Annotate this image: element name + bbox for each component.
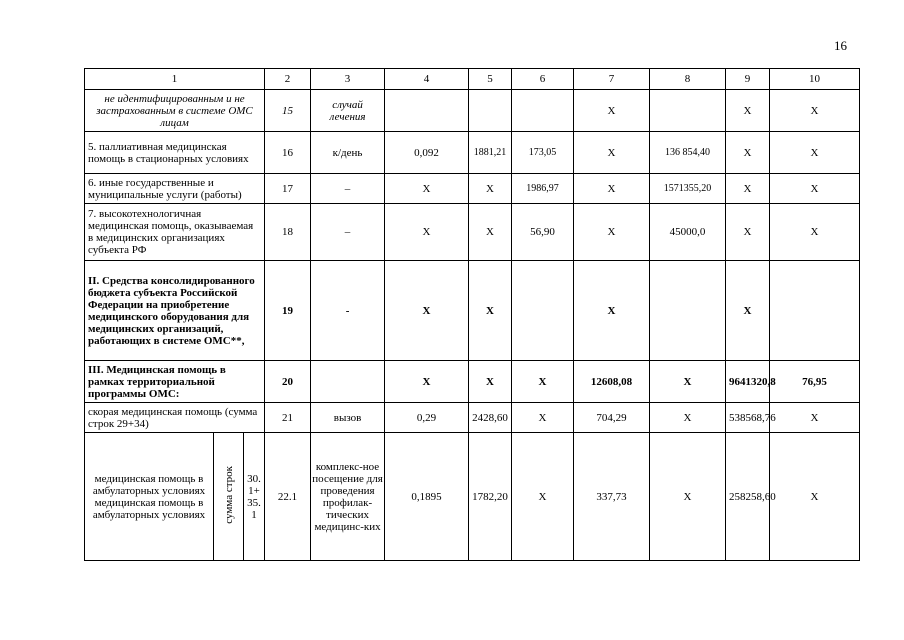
- header-cell: 1: [85, 69, 265, 90]
- cell-col8: [650, 261, 726, 361]
- cell-col9: X: [726, 174, 770, 204]
- cell-col4: X: [385, 261, 469, 361]
- row-number: 19: [265, 261, 311, 361]
- row-number: 22.1: [265, 433, 311, 561]
- header-cell: 3: [311, 69, 385, 90]
- cell-col5: X: [469, 204, 512, 261]
- cell-col9: X: [726, 132, 770, 174]
- cell-col6: X: [512, 403, 574, 433]
- cell-col5: 1881,21: [469, 132, 512, 174]
- cell-col6: X: [512, 361, 574, 403]
- row-reference: 30. 1+ 35. 1: [244, 433, 265, 561]
- header-cell: 10: [770, 69, 860, 90]
- cell-col7: X: [574, 132, 650, 174]
- row-name: III. Медицинская помощь в рамках территориальной программы ОМС:: [85, 361, 265, 403]
- header-cell: 2: [265, 69, 311, 90]
- cell-col4: [385, 90, 469, 132]
- cell-col10: X: [770, 132, 860, 174]
- cell-col10: X: [770, 403, 860, 433]
- row-name: II. Средства консолидированного бюджета субъекта Российской Федерации на приобретение медицинского оборудования для медицинских организаций, работающих в системе ОМС**,: [85, 261, 265, 361]
- table-row: [85, 204, 860, 261]
- row-number: 18: [265, 204, 311, 261]
- cell-col9: 9641320,8: [726, 361, 770, 403]
- cell-col8: 1571355,20: [650, 174, 726, 204]
- cell-col4: X: [385, 204, 469, 261]
- row-unit: к/день: [311, 132, 385, 174]
- row-unit: [311, 361, 385, 403]
- row-number: 15: [265, 90, 311, 132]
- table-row: [85, 132, 860, 174]
- cell-col8: X: [650, 433, 726, 561]
- page-number: 16: [834, 38, 847, 53]
- cell-col4: X: [385, 174, 469, 204]
- cell-col5: X: [469, 261, 512, 361]
- cell-col10: X: [770, 174, 860, 204]
- row-unit: вызов: [311, 403, 385, 433]
- cell-col5: 2428,60: [469, 403, 512, 433]
- row-unit: случай лечения: [311, 90, 385, 132]
- cell-col8: 136 854,40: [650, 132, 726, 174]
- cell-col5: [469, 90, 512, 132]
- table-row: [85, 174, 860, 204]
- row-unit: –: [311, 204, 385, 261]
- cell-col10: X: [770, 90, 860, 132]
- header-cell: 8: [650, 69, 726, 90]
- table-row: [85, 90, 860, 132]
- cell-col10: 76,95: [770, 361, 860, 403]
- row-unit: комплекс-ное посещение для проведения профилак-тических медицинс-ких: [311, 433, 385, 561]
- row-unit: -: [311, 261, 385, 361]
- row-name: медицинская помощь в амбулаторных условиях медицинская помощь в амбулаторных условиях: [85, 433, 214, 561]
- cell-col4: 0,29: [385, 403, 469, 433]
- cell-col8: 45000,0: [650, 204, 726, 261]
- table-row: [85, 361, 860, 403]
- cell-col6: 1986,97: [512, 174, 574, 204]
- cell-col8: X: [650, 403, 726, 433]
- cell-col6: 56,90: [512, 204, 574, 261]
- cell-col7: X: [574, 261, 650, 361]
- cell-col7: 704,29: [574, 403, 650, 433]
- row-name: 7. высокотехнологичная медицинская помощь, оказываемая в медицинских организациях субъекта РФ: [85, 204, 265, 261]
- cell-col6: 173,05: [512, 132, 574, 174]
- row-unit: –: [311, 174, 385, 204]
- row-name: 6. иные государственные и муниципальные услуги (работы): [85, 174, 265, 204]
- cell-col7: X: [574, 174, 650, 204]
- cell-col7: X: [574, 204, 650, 261]
- cell-col8: [650, 90, 726, 132]
- cell-col5: X: [469, 361, 512, 403]
- cell-col10: X: [770, 204, 860, 261]
- cell-col7: 12608,08: [574, 361, 650, 403]
- cell-col7: X: [574, 90, 650, 132]
- header-row: [85, 69, 860, 90]
- cell-col6: [512, 90, 574, 132]
- cell-col4: 0,092: [385, 132, 469, 174]
- cell-col4: X: [385, 361, 469, 403]
- cell-col9: X: [726, 204, 770, 261]
- cell-col9: 538568,76: [726, 403, 770, 433]
- cell-col9: X: [726, 90, 770, 132]
- header-cell: 4: [385, 69, 469, 90]
- program-table: [84, 68, 860, 561]
- row-name: 5. паллиативная медицинская помощь в стационарных условиях: [85, 132, 265, 174]
- cell-col7: 337,73: [574, 433, 650, 561]
- cell-col5: X: [469, 174, 512, 204]
- header-cell: 6: [512, 69, 574, 90]
- row-name: не идентифицированным и не застрахованным в системе ОМС лицам: [85, 90, 265, 132]
- row-number: 21: [265, 403, 311, 433]
- header-cell: 5: [469, 69, 512, 90]
- cell-col9: X: [726, 261, 770, 361]
- row-number: 17: [265, 174, 311, 204]
- cell-col9: 258258,60: [726, 433, 770, 561]
- header-cell: 9: [726, 69, 770, 90]
- cell-col8: X: [650, 361, 726, 403]
- table-row: [85, 403, 860, 433]
- row-number: 20: [265, 361, 311, 403]
- cell-col10: [770, 261, 860, 361]
- cell-col6: [512, 261, 574, 361]
- cell-col4: 0,1895: [385, 433, 469, 561]
- table-row: [85, 433, 860, 561]
- table-row: [85, 261, 860, 361]
- cell-col10: X: [770, 433, 860, 561]
- row-vertical-label: сумма строк: [214, 433, 244, 561]
- row-name: скорая медицинская помощь (сумма строк 29+34): [85, 403, 265, 433]
- cell-col6: X: [512, 433, 574, 561]
- cell-col5: 1782,20: [469, 433, 512, 561]
- header-cell: 7: [574, 69, 650, 90]
- row-number: 16: [265, 132, 311, 174]
